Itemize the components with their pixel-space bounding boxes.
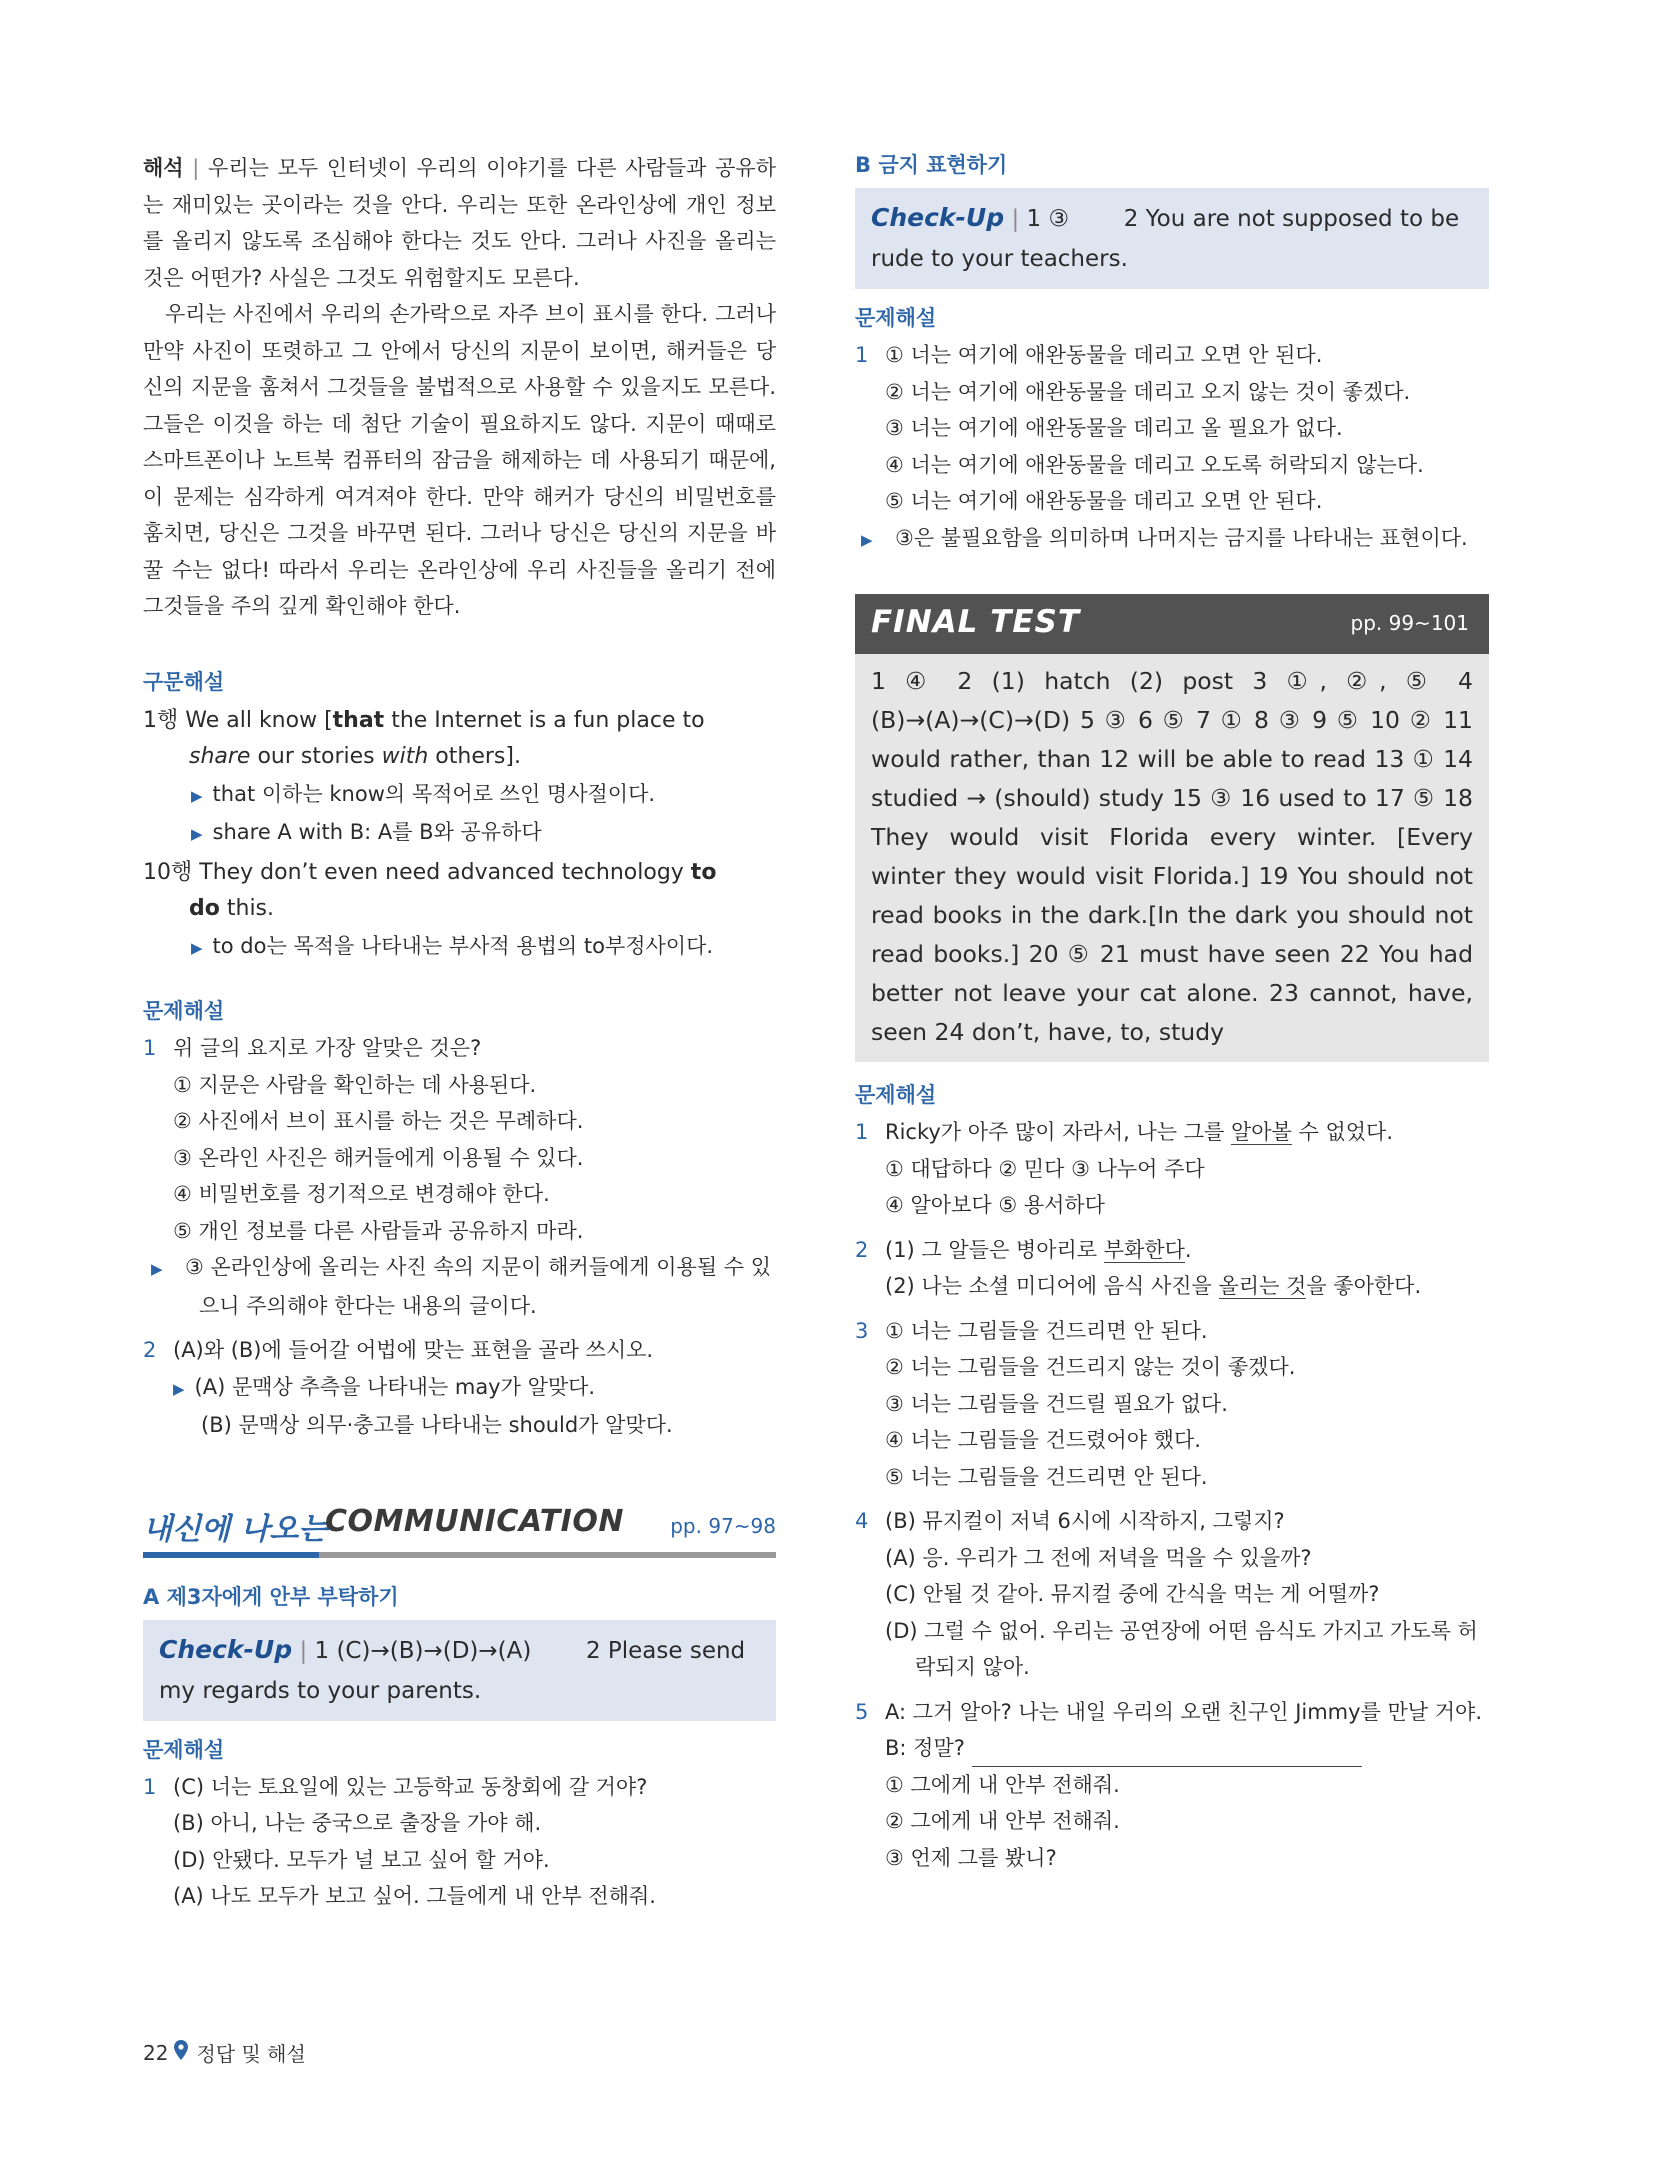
dialog-line: A: 그거 알아? 나는 내일 우리의 오랜 친구인 Jimmy를 만날 거야. bbox=[885, 1699, 1483, 1724]
question-text: (A)와 (B)에 들어갈 어법에 맞는 표현을 골라 쓰시오. bbox=[173, 1338, 654, 1362]
option: ② 사진에서 브이 표시를 하는 것은 무례하다. bbox=[173, 1109, 584, 1133]
triangle-icon: ▶ bbox=[191, 938, 203, 957]
question-number: 1 bbox=[143, 1036, 157, 1060]
answer-2: 2 Please send my regards to your parents. bbox=[159, 1637, 746, 1704]
line-number: 10행 bbox=[143, 859, 193, 885]
left-column bbox=[143, 150, 776, 1915]
underlined-word: 부화한다 bbox=[1103, 1237, 1185, 1262]
final-test-header bbox=[855, 594, 1489, 654]
dialog-line: (B) 뮤지컬이 저녁 6시에 시작하지, 그렇지? bbox=[885, 1509, 1285, 1533]
question-1 bbox=[143, 1030, 776, 1067]
right-column bbox=[855, 150, 1489, 1876]
question-text: (1) 그 알들은 병아리로 bbox=[885, 1237, 1104, 1262]
triangle-icon: ▶ bbox=[173, 1379, 185, 1398]
grammar-italic: with bbox=[381, 744, 429, 769]
comm-pages: pp. 97~98 bbox=[670, 1513, 776, 1538]
checkup-box bbox=[143, 1620, 776, 1721]
title-underline-accent bbox=[143, 1552, 319, 1558]
translation-label: 해석 bbox=[143, 156, 184, 180]
note-text: to do는 목적을 나타내는 부사적 용법의 to부정사이다. bbox=[212, 933, 714, 958]
checkup-label: Check-Up bbox=[871, 203, 1005, 232]
triangle-icon: ▶ bbox=[191, 825, 203, 843]
explanation: ▶ ③ 온라인상에 올리는 사진 속의 지문이 해커들에게 이용될 수 있으니 주의해야 한다는 내용의 글이다. bbox=[151, 1255, 772, 1318]
explanation bbox=[143, 1369, 776, 1408]
option: ① 너는 여기에 애완동물을 데리고 오면 안 된다. bbox=[885, 343, 1323, 367]
page-footer bbox=[143, 2038, 306, 2067]
grammar-note bbox=[143, 814, 776, 853]
grammar-italic: share bbox=[189, 744, 251, 769]
grammar-line-10 bbox=[143, 855, 776, 892]
question-text: (2) 나는 소셜 미디어에 음식 사진을 bbox=[885, 1274, 1219, 1298]
dialog-line: (D) 안됐다. 모두가 널 보고 싶어 할 거야. bbox=[173, 1847, 550, 1872]
option: ④ 너는 여기에 애완동물을 데리고 오도록 허락되지 않는다. bbox=[885, 452, 1424, 477]
final-question-2 bbox=[855, 1232, 1489, 1269]
explanation-text: (A) 문맥상 추측을 나타내는 may가 알맞다. bbox=[194, 1374, 596, 1399]
question-number: 2 bbox=[855, 1237, 869, 1262]
final-question-4 bbox=[855, 1503, 1489, 1540]
comm-title-ko: 내신에 나오는 bbox=[143, 1511, 328, 1547]
grammar-text: They don’t even need advanced technology bbox=[199, 859, 691, 885]
comm-question-1 bbox=[143, 1769, 776, 1806]
underlined-word: 알아볼 bbox=[1230, 1120, 1292, 1144]
option: ① 지문은 사람을 확인하는 데 사용된다. bbox=[173, 1072, 537, 1097]
dialog-line: (A) 응. 우리가 그 전에 저녁을 먹을 수 있을까? bbox=[885, 1545, 1312, 1570]
option: ④ 알아보다 ⑤ 용서하다 bbox=[885, 1193, 1105, 1217]
explanation: (B) 문맥상 의무·충고를 나타내는 should가 알맞다. bbox=[201, 1413, 673, 1437]
final-test-answers: 1 ④ 2 (1) hatch (2) post 3 ①, ②, ⑤ 4 (B)→(A)→(C)→(D) 5 ③ 6 ⑤ 7 ① 8 ③ 9 ⑤ 10 ② 11 would rather, than 12 will be able to read 13 ① 14 studied → (should) study 15 ③ 16 used to 17 ⑤ 18 They would visit Florida every winter. [Every winter they would visit Florida.] 19 You should not read books in the dark.[In the dark you should not read books.] 20 ⑤ 21 must have seen 22 You had better not leave your cat alone. 23 cannot, have, seen 24 don’t, have, to, study bbox=[855, 654, 1489, 1062]
question-text: 수 없었다. bbox=[1291, 1120, 1394, 1144]
grammar-note bbox=[143, 928, 776, 967]
explanation-text: ③은 불필요함을 의미하며 나머지는 금지를 나타내는 표현이다. bbox=[895, 525, 1468, 550]
note-text: that 이하는 know의 목적어로 쓰인 명사절이다. bbox=[212, 781, 656, 806]
answer-1: 1 (C)→(B)→(D)→(A) bbox=[314, 1637, 532, 1664]
option: ② 그에게 내 안부 전해줘. bbox=[885, 1809, 1120, 1833]
sub-question bbox=[855, 1268, 1489, 1305]
answer-blank bbox=[972, 1742, 1362, 1767]
question-text: 위 글의 요지로 가장 알맞은 것은? bbox=[173, 1036, 482, 1060]
option: ⑤ 너는 여기에 애완동물을 데리고 오면 안 된다. bbox=[885, 489, 1323, 513]
grammar-bold: do bbox=[189, 896, 220, 921]
location-pin-icon bbox=[174, 2040, 188, 2065]
checkup-label: Check-Up bbox=[159, 1634, 293, 1664]
final-quiz-heading: 문제해설 bbox=[855, 1083, 937, 1107]
question-number: 2 bbox=[143, 1338, 157, 1362]
separator: | bbox=[299, 1637, 308, 1664]
dialog-line bbox=[855, 1730, 1489, 1767]
option: ① 대답하다 ② 믿다 ③ 나누어 주다 bbox=[885, 1156, 1205, 1181]
answer-1: 1 ③ bbox=[1026, 206, 1070, 232]
underlined-word: 올리는 것 bbox=[1218, 1274, 1307, 1298]
comm-quiz-heading: 문제해설 bbox=[143, 1737, 225, 1762]
grammar-line-10-cont bbox=[143, 891, 776, 928]
option: ② 너는 여기에 애완동물을 데리고 오지 않는 것이 좋겠다. bbox=[885, 379, 1411, 404]
option: ④ 너는 그림들을 건드렸어야 했다. bbox=[885, 1428, 1201, 1452]
grammar-text: this. bbox=[219, 896, 275, 921]
option: ⑤ 개인 정보를 다른 사람들과 공유하지 마라. bbox=[173, 1218, 584, 1243]
separator: | bbox=[192, 156, 200, 180]
dialog-line: (C) 안될 것 같아. 뮤지컬 중에 간식을 먹는 게 어떨까? bbox=[885, 1582, 1380, 1606]
note-text: share A with B: A를 B와 공유하다 bbox=[212, 820, 542, 844]
section-b-heading: B 금지 표현하기 bbox=[855, 153, 1008, 177]
grammar-text: others]. bbox=[428, 744, 521, 769]
grammar-line-1 bbox=[143, 703, 776, 740]
option: ③ 너는 여기에 애완동물을 데리고 올 필요가 없다. bbox=[885, 416, 1343, 440]
triangle-icon: ▶ bbox=[191, 786, 203, 805]
translation-text-2: 우리는 사진에서 우리의 손가락으로 자주 브이 표시를 한다. 그러나 만약 사진이 또렷하고 그 안에서 당신의 지문이 보이면, 해커들은 당신의 지문을 훔쳐서 그것들을 불법적으로 사용할 수 있을지도 모른다. 그들은 이것을 하는 데 첨단 기술이 필요하지도 않다. 지문이 때때로 스마트폰이나 노트북 컴퓨터의 잠금을 해제하는 데 사용되기 때문에, 이 문제는 심각하게 여겨져야 한다. 만약 해커가 당신의 비밀번호를 훔치면, 당신은 그것을 바꾸면 된다. 그러나 당신은 당신의 지문을 바꿀 수는 없다! 따라서 우리는 온라인상에 우리 사진들을 올리기 전에 그것들을 주의 깊게 확인해야 한다. bbox=[143, 302, 776, 618]
grammar-text: our stories bbox=[250, 744, 382, 769]
question-text: 을 좋아한다. bbox=[1306, 1274, 1422, 1298]
grammar-heading: 구문해설 bbox=[143, 669, 225, 694]
answer-2: 2 You are not supposed to be rude to your teachers. bbox=[871, 206, 1460, 272]
dialog-line: (D) 그럴 수 없어. 우리는 공연장에 어떤 음식도 가지고 가도록 허락되지 않아. bbox=[885, 1618, 1478, 1679]
question-number: 1 bbox=[855, 343, 869, 367]
grammar-line-1-cont bbox=[143, 739, 776, 776]
grammar-bold: that bbox=[332, 707, 385, 733]
question-text: Ricky가 아주 많이 자라서, 나는 그를 bbox=[885, 1120, 1231, 1144]
dialog-line: (C) 너는 토요일에 있는 고등학교 동창회에 갈 거야? bbox=[173, 1774, 648, 1799]
section-a-heading: A 제3자에게 안부 부탁하기 bbox=[143, 1584, 399, 1609]
translation-paragraph-1 bbox=[143, 150, 776, 296]
question-number: 4 bbox=[855, 1509, 869, 1533]
grammar-bold: to bbox=[690, 859, 717, 885]
footer-title: 정답 및 해설 bbox=[196, 2042, 306, 2066]
translation-paragraph-2 bbox=[143, 296, 776, 625]
question-text: . bbox=[1184, 1237, 1192, 1262]
question-number: 5 bbox=[855, 1699, 869, 1724]
page-number: 22 bbox=[143, 2040, 169, 2065]
dialog-line: (B) 아니, 나는 중국으로 출장을 가야 해. bbox=[173, 1811, 542, 1835]
final-question-3 bbox=[855, 1313, 1489, 1350]
explanation: ▶ ③은 불필요함을 의미하며 나머지는 금지를 나타내는 표현이다. bbox=[861, 525, 1468, 550]
question-number: 1 bbox=[143, 1774, 157, 1799]
checkup-box bbox=[855, 188, 1489, 289]
question-2 bbox=[143, 1332, 776, 1369]
grammar-text: We all know [ bbox=[185, 707, 333, 733]
comm-title-en: COMMUNICATION bbox=[325, 1503, 624, 1539]
final-test-pages: pp. 99~101 bbox=[1350, 611, 1469, 635]
communication-title bbox=[143, 1500, 776, 1564]
dialog-text: B: 정말? bbox=[885, 1736, 965, 1760]
explanation-text: ③ 온라인상에 올리는 사진 속의 지문이 해커들에게 이용될 수 있으니 주의해야 한다는 내용의 글이다. bbox=[185, 1255, 772, 1318]
final-question-1 bbox=[855, 1114, 1489, 1151]
option: ② 너는 그림들을 건드리지 않는 것이 좋겠다. bbox=[885, 1355, 1296, 1379]
question-number: 1 bbox=[855, 1120, 869, 1144]
grammar-note bbox=[143, 776, 776, 815]
option: ① 그에게 내 안부 전해줘. bbox=[885, 1772, 1120, 1797]
option: ① 너는 그림들을 건드리면 안 된다. bbox=[885, 1318, 1208, 1343]
option: ③ 온라인 사진은 해커들에게 이용될 수 있다. bbox=[173, 1145, 584, 1170]
option: ③ 언제 그를 봤니? bbox=[885, 1845, 1057, 1870]
grammar-text: the Internet is a fun place to bbox=[384, 707, 705, 733]
question-number: 3 bbox=[855, 1318, 869, 1343]
dialog-line: (A) 나도 모두가 보고 싶어. 그들에게 내 안부 전해줘. bbox=[173, 1884, 656, 1908]
option: ④ 비밀번호를 정기적으로 변경해야 한다. bbox=[173, 1182, 550, 1206]
quiz-heading: 문제해설 bbox=[855, 306, 937, 330]
final-question-5 bbox=[855, 1694, 1489, 1731]
final-test-title: FINAL TEST bbox=[871, 604, 1080, 640]
line-number: 1행 bbox=[143, 707, 179, 733]
question-1 bbox=[855, 337, 1489, 374]
translation-text-1: 우리는 모두 인터넷이 우리의 이야기를 다른 사람들과 공유하는 재미있는 곳이라는 것을 안다. 우리는 또한 온라인상에 개인 정보를 올리지 않도록 조심해야 한다는 것도 안다. 그러나 사진을 올리는 것은 어떤가? 사실은 그것도 위험할지도 모른다. bbox=[143, 156, 776, 290]
option: ③ 너는 그림들을 건드릴 필요가 없다. bbox=[885, 1391, 1228, 1416]
separator: | bbox=[1011, 206, 1020, 232]
quiz-heading: 문제해설 bbox=[143, 999, 225, 1023]
option: ⑤ 너는 그림들을 건드리면 안 된다. bbox=[885, 1464, 1208, 1489]
